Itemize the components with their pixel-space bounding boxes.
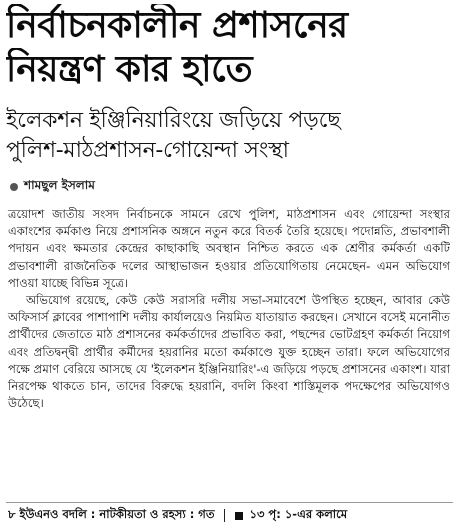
bullet-dot-icon bbox=[10, 183, 18, 191]
subheadline-line-1: ইলেকশন ইঞ্জিনিয়ারিংয়ে জড়িয়ে পড়ছে bbox=[6, 108, 341, 133]
subheadline-line-2: পুলিশ-মাঠপ্রশাসন-গোয়েন্দা সংস্থা bbox=[6, 138, 289, 163]
byline bbox=[10, 178, 95, 196]
continuation-footer bbox=[8, 506, 452, 525]
headline-line-1: নির্বাচনকালীন প্রশাসনের bbox=[6, 5, 348, 46]
paragraph-1: ত্রয়োদশ জাতীয় সংসদ নির্বাচনকে সামনে রেখে পুলিশ, মাঠপ্রশাসন এবং গোয়েন্দা সংস্থার একাংশের কর্মকাণ্ড নিয়ে প্রশাসনিক অঙ্গনে নতুন করে বিতর্ক তৈরি হয়েছে। পদোন্নতি, প্রভাবশালী পদায়ন এবং ক্ষমতার কেন্দ্রের কাছাকাছি অবস্থান নিশ্চিত করতে এক শ্রেণীর কর্মকর্তা একটি প্রভাবশালী রাজনৈতিক দলের আস্থাভাজন হওয়ার প্রতিযোগিতায় নেমেছেন- এমন অভিযোগ পাওয়া যাচ্ছে বিভিন্ন সূত্রে। bbox=[8, 207, 450, 290]
headline bbox=[6, 4, 456, 92]
continued-on-page[interactable]: ১৩ পৃ: ১-এর কলামে bbox=[249, 507, 348, 521]
author-name: শামছুল ইসলাম bbox=[24, 178, 95, 192]
paragraph-2: অভিযোগ রয়েছে, কেউ কেউ সরাসরি দলীয় সভা-সমাবেশে উপস্থিত হচ্ছেন, আবার কেউ অফিসার্স ক্লাবের পাশাপাশি দলীয় কার্যালয়েও নিয়মিত যাতায়াত করছেন। সেখানে বসেই মনোনীত প্রার্থীদের জেতাতে মাঠ প্রশাসনের কর্মকর্তাদের প্রভাবিত করা, পছন্দের ভোটগ্রহণ কর্মকর্তা নিয়োগ এবং প্রতিদ্বন্দ্বী প্রার্থীর কর্মীদের হয়রানির মতো কর্মকাণ্ডে যুক্ত হচ্ছেন তারা। ফলে অভিযোগের পক্ষে প্রমাণ বেরিয়ে আসছে যে 'ইলেকশন ইঞ্জিনিয়ারিং'-এ জড়িয়ে পড়ছে প্রশাসনের একাংশ। যারা নিরপেক্ষ থাকতে চান, তাদের বিরুদ্ধে হয়রানি, বদলি কিংবা শাস্তিমূলক পদক্ষেপের অভিযোগও উঠেছে। bbox=[8, 293, 450, 411]
footer-divider bbox=[6, 502, 453, 503]
related-story-teaser[interactable]: ৮ ইউএনও বদলি : নাটকীয়তা ও রহস্য : গত bbox=[8, 507, 215, 521]
square-bullet-icon bbox=[235, 512, 243, 520]
subheadline bbox=[6, 106, 456, 166]
article-body bbox=[8, 206, 450, 412]
footer-separator bbox=[224, 509, 225, 522]
headline-line-2: নিয়ন্ত্রণ কার হাতে bbox=[6, 49, 253, 90]
